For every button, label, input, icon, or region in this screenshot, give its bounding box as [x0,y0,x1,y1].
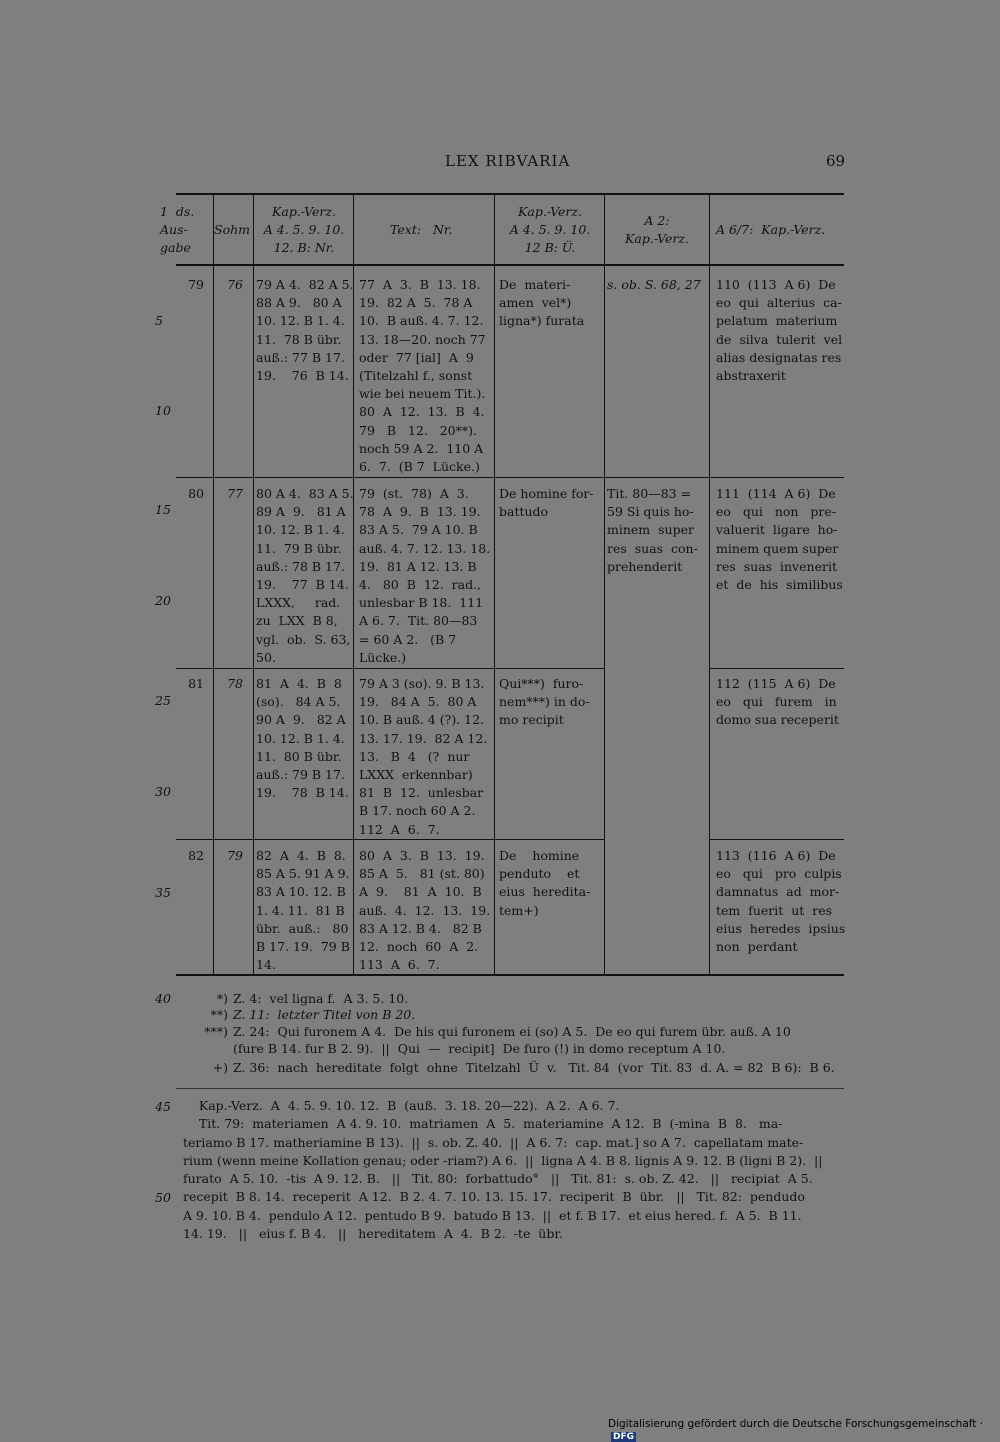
row-ausgabe: 79 [188,277,204,292]
column-separator [253,195,254,974]
footnote-text: Z. 24: Qui furonem A 4. De his qui furonem ei (so) A 5. De eo qui furem übr. auß. A 10 (fure B 14. fur B 2. 9). || Qui — recipit] De furo (!) in domo receptum A 10. [233,1024,791,1056]
line-number: 35 [155,885,171,900]
row-a67: 112 (115 A 6) De eo qui furem in domo sua receperit [716,676,839,728]
column-separator [604,195,605,974]
row-a2: s. ob. S. 68, 27 [607,277,701,292]
running-title: LEX RIBVARIA [445,152,571,170]
line-number: 40 [155,991,171,1006]
line-number: 25 [155,693,171,708]
row-text: 79 A 3 (so). 9. B 13. 19. 84 A 5. 80 A 10. B auß. 4 (?). 12. 13. 17. 19. 82 A 12. 13. B 4 (? nur LXXX erkennbar) 81 B 12. unlesbar B 17. noch 60 A 2. 112 A 6. 7. [359,676,488,837]
dfg-logo: DFG [613,1432,635,1442]
header-a67: A 6/7: Kap.-Verz. [716,222,826,237]
line-number: 50 [155,1190,171,1205]
footnote-mark: ***) [204,1024,228,1039]
row-ausgabe: 81 [188,676,204,691]
row-ue-title: Qui***) furo- nem***) in do- mo recipit [499,676,590,728]
row-sohm: 77 [227,486,243,501]
row-sohm: 78 [227,676,243,691]
row-a2: Tit. 80—83 = 59 Si quis ho- minem super res suas con- prehenderit [607,486,698,574]
table-header-rule [176,264,844,266]
row-text: 80 A 3. B 13. 19. 85 A 5. 81 (st. 80) A 9. 81 A 10. B auß. 4. 12. 13. 19. 83 A 12. B 4. 82 B 12. noch 60 A 2. 113 A 6. 7. [359,848,491,973]
line-number: 45 [155,1099,171,1114]
footnote-text: Z. 36: nach hereditate folgt ohne Titelzahl Ü v. Tit. 84 (vor Tit. 83 d. A. = 82 B 6): B 6. [233,1060,835,1075]
header-ausgabe: 1 ds. Aus- gabe [160,204,195,256]
row-kap-verz: 79 A 4. 82 A 5. 88 A 9. 80 A 10. 12. B 1. 4. 11. 78 B übr. auß.: 77 B 17. 19. 76 B 14. [256,277,354,384]
footnote-mark: +) [212,1060,228,1075]
header-sohm: Sohm [214,222,250,237]
footnote-text: Z. 11: letzter Titel von B 20. [233,1007,416,1022]
row-sohm: 79 [227,848,243,863]
header-text: Text: Nr. [390,222,453,237]
row-separator [709,839,844,840]
row-ue-title: De materi- amen vel*) ligna*) furata [499,277,585,329]
column-separator [709,195,710,974]
header-a2: A 2: Kap.-Verz. [625,213,689,247]
line-number: 30 [155,784,171,799]
row-kap-verz: 81 A 4. B 8 (so). 84 A 5. 90 A 9. 82 A 10. 12. B 1. 4. 11. 80 B übr. auß.: 79 B 17. 19. 78 B 14. [256,676,349,801]
digitization-credit-text: Digitalisierung gefördert durch die Deutsche Forschungsgemeinschaft · [608,1418,984,1430]
row-kap-verz: 82 A 4. B 8. 85 A 5. 91 A 9. 83 A 10. 12. B 1. 4. 11. 81 B übr. auß.: 80 B 17. 19. 79 B 14. [256,848,350,973]
row-ausgabe: 82 [188,848,204,863]
line-number: 5 [155,313,163,328]
line-number: 20 [155,593,171,608]
row-sohm: 76 [227,277,243,292]
row-ue-title: De homine penduto et eius heredita- tem+) [499,848,591,918]
row-ausgabe: 80 [188,486,204,501]
row-text: 79 (st. 78) A 3. 78 A 9. B 13. 19. 83 A 5. 79 A 10. B auß. 4. 7. 12. 13. 18. 19. 81 A 12. 13. B 4. 80 B 12. rad., unlesbar B 18. 111 A 6. 7. Tit. 80—83 = 60 A 2. (B 7 Lücke.) [359,486,491,665]
page-number: 69 [826,152,846,170]
row-a67: 111 (114 A 6) De eo qui non pre- valuerit ligare ho- minem quem super res suas invenerit et de his similibus [716,486,843,593]
apparatus-separator [176,1088,844,1089]
row-separator [176,839,604,840]
footnote-text: Z. 4: vel ligna f. A 3. 5. 10. [233,991,409,1006]
row-kap-verz: 80 A 4. 83 A 5. 89 A 9. 81 A 10. 12. B 1. 4. 11. 79 B übr. auß.: 78 B 17. 19. 77 B 14. LXXX, rad. zu LXX B 8, vgl. ob. S. 63, 50. [256,486,354,665]
row-text: 77 A 3. B 13. 18. 19. 82 A 5. 78 A 10. B auß. 4. 7. 12. 13. 18—20. noch 77 oder 77 [ial] A 9 (Titelzahl f., sonst wie bei neuem Tit.). 80 A 12. 13. B 4. 79 B 12. 20**). noch 59 A 2. 110 A 6. 7. (B 7 Lücke.) [359,277,486,475]
line-number: 15 [155,502,171,517]
footnote-mark: *) [216,991,228,1006]
header-kap-verz-ue: Kap.-Verz. A 4. 5. 9. 10. 12 B: Ü. [509,204,591,256]
header-kap-verz: Kap.-Verz. A 4. 5. 9. 10. 12. B: Nr. [263,204,345,256]
column-separator [494,195,495,974]
row-ue-title: De homine for- battudo [499,486,594,520]
column-separator [213,195,214,974]
row-a67: 110 (113 A 6) De eo qui alterius ca- pelatum materium de silva tulerit vel alias designatas res abstraxerit [716,277,843,384]
row-a67: 113 (116 A 6) De eo qui pro culpis damnatus ad mor- tem fuerit ut res eius heredes ipsius non perdant [716,848,846,955]
footnote-mark: **) [210,1007,228,1022]
row-separator [709,668,844,669]
table-top-rule [176,193,844,195]
row-separator [176,668,604,669]
digitization-credit [608,1418,1000,1442]
critical-apparatus: Kap.-Verz. A 4. 5. 9. 10. 12. B (auß. 3. 18. 20—22). A 2. A 6. 7. Tit. 79: materiamen A 4. 9. 10. matriamen A 5. materiamine A 12. B (-mina B 8. ma- teriamo B 17. matheriamine B 13). || s. ob. Z. 40. || A 6. 7: cap. mat.] so A 7. capellatam mate- rium (wenn meine Kollation genau; oder -riam?) A 6. || ligna A 4. B 8. lignis A 9. 12. B (ligni B 2). || furato A 5. 10. -tis A 9. 12. B. || Tit. 80: forbattudo° || Tit. 81: s. ob. Z. 42. || recipiat A 5. recepit B 8. 14. receperit A 12. B 2. 4. 7. 10. 13. 15. 17. reciperit B übr. || Tit. 82: pendudo A 9. 10. B 4. pendulo A 12. pentudo B 9. batudo B 13. || et f. B 17. et eius hered. f. A 5. B 11. 14. 19. || eius f. B 4. || hereditatem A 4. B 2. -te übr. [183,1098,823,1242]
row-separator [176,477,844,478]
line-number: 10 [155,403,171,418]
